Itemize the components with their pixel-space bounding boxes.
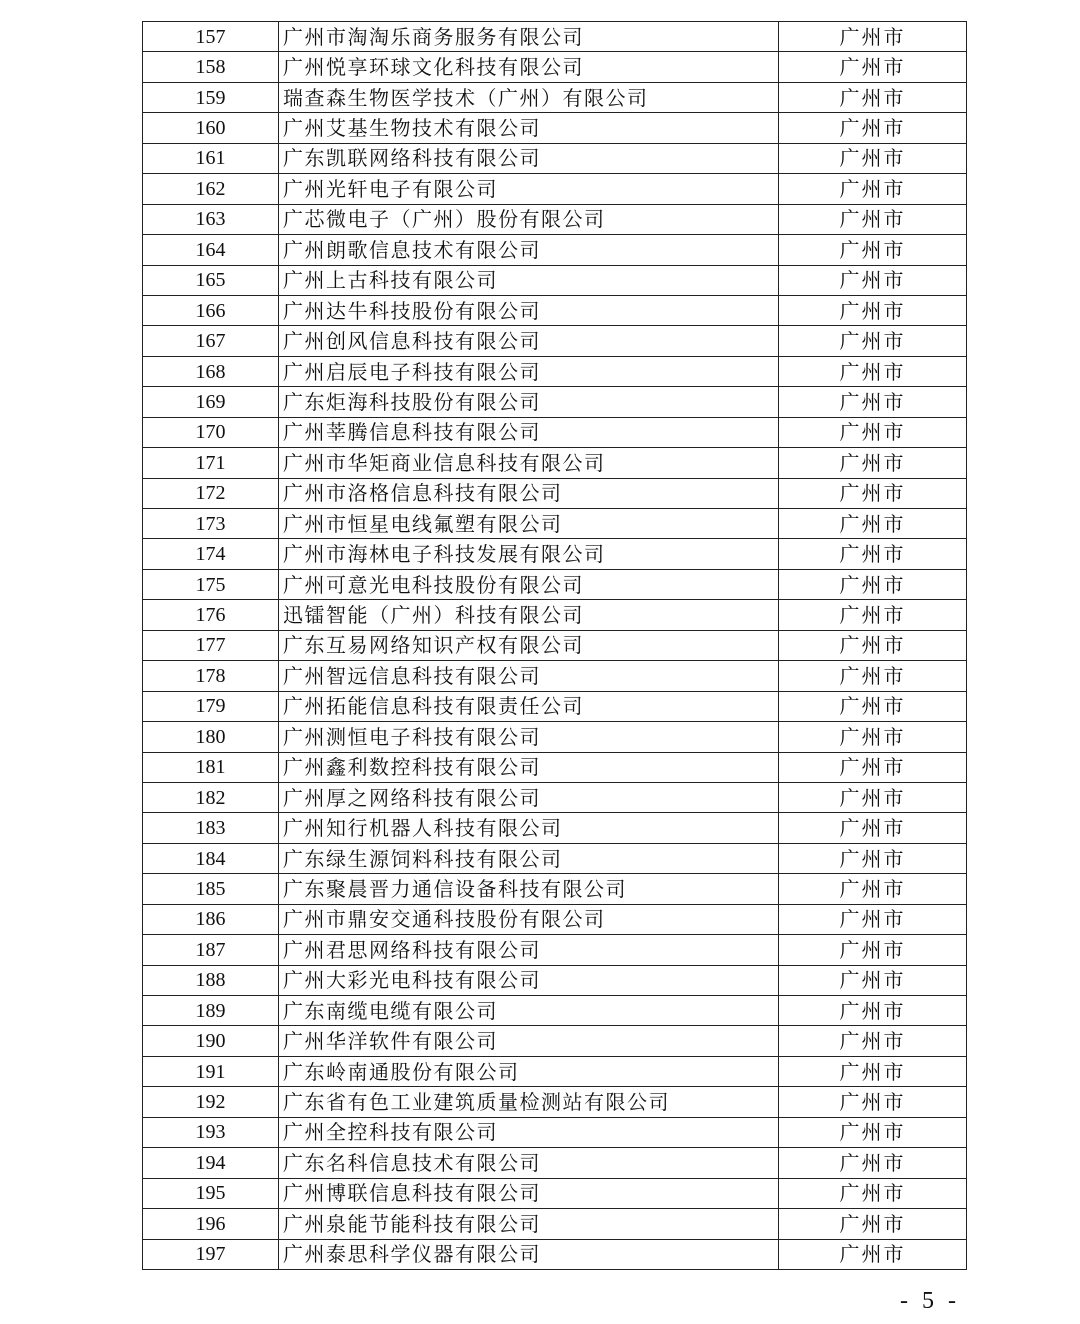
city-name: 广州市 <box>779 387 967 417</box>
row-number: 180 <box>143 722 279 752</box>
row-number: 166 <box>143 295 279 325</box>
table-row <box>143 478 967 508</box>
city-name: 广州市 <box>779 22 967 52</box>
company-name: 广东南缆电缆有限公司 <box>279 996 779 1026</box>
city-name: 广州市 <box>779 448 967 478</box>
table-row <box>143 356 967 386</box>
table-row <box>143 52 967 82</box>
table-row <box>143 509 967 539</box>
company-name: 广州市海林电子科技发展有限公司 <box>279 539 779 569</box>
row-number: 160 <box>143 113 279 143</box>
table-row <box>143 1087 967 1117</box>
row-number: 157 <box>143 22 279 52</box>
row-number: 175 <box>143 569 279 599</box>
row-number: 190 <box>143 1026 279 1056</box>
table-body <box>143 22 967 1270</box>
row-number: 165 <box>143 265 279 295</box>
row-number: 193 <box>143 1117 279 1147</box>
table-row <box>143 904 967 934</box>
table-row <box>143 143 967 173</box>
table-row <box>143 1239 967 1269</box>
company-name: 广州光轩电子有限公司 <box>279 174 779 204</box>
city-name: 广州市 <box>779 1026 967 1056</box>
city-name: 广州市 <box>779 52 967 82</box>
row-number: 162 <box>143 174 279 204</box>
city-name: 广州市 <box>779 935 967 965</box>
city-name: 广州市 <box>779 600 967 630</box>
city-name: 广州市 <box>779 691 967 721</box>
city-name: 广州市 <box>779 1209 967 1239</box>
company-name: 广州华洋软件有限公司 <box>279 1026 779 1056</box>
company-name: 广州泰思科学仪器有限公司 <box>279 1239 779 1269</box>
row-number: 186 <box>143 904 279 934</box>
table-row <box>143 1056 967 1086</box>
table-row <box>143 265 967 295</box>
city-name: 广州市 <box>779 1239 967 1269</box>
city-name: 广州市 <box>779 843 967 873</box>
company-name: 迅镭智能（广州）科技有限公司 <box>279 600 779 630</box>
city-name: 广州市 <box>779 113 967 143</box>
city-name: 广州市 <box>779 1117 967 1147</box>
row-number: 172 <box>143 478 279 508</box>
city-name: 广州市 <box>779 417 967 447</box>
row-number: 188 <box>143 965 279 995</box>
table-row <box>143 326 967 356</box>
company-name: 广东聚晨晋力通信设备科技有限公司 <box>279 874 779 904</box>
company-name: 广州泉能节能科技有限公司 <box>279 1209 779 1239</box>
city-name: 广州市 <box>779 1087 967 1117</box>
city-name: 广州市 <box>779 509 967 539</box>
company-name: 广州艾基生物技术有限公司 <box>279 113 779 143</box>
company-name: 广州拓能信息科技有限责任公司 <box>279 691 779 721</box>
city-name: 广州市 <box>779 569 967 599</box>
company-name: 广东绿生源饲料科技有限公司 <box>279 843 779 873</box>
company-name: 广州厚之网络科技有限公司 <box>279 782 779 812</box>
city-name: 广州市 <box>779 904 967 934</box>
city-name: 广州市 <box>779 782 967 812</box>
company-name: 广州知行机器人科技有限公司 <box>279 813 779 843</box>
table-row <box>143 996 967 1026</box>
company-name: 广州市淘淘乐商务服务有限公司 <box>279 22 779 52</box>
row-number: 161 <box>143 143 279 173</box>
table-row <box>143 22 967 52</box>
city-name: 广州市 <box>779 356 967 386</box>
table-row <box>143 782 967 812</box>
table-row <box>143 965 967 995</box>
company-name: 广州启辰电子科技有限公司 <box>279 356 779 386</box>
page-number: - 5 - <box>900 1288 960 1314</box>
row-number: 169 <box>143 387 279 417</box>
company-name: 广州上古科技有限公司 <box>279 265 779 295</box>
city-name: 广州市 <box>779 661 967 691</box>
table-row <box>143 1178 967 1208</box>
company-name: 广州悦享环球文化科技有限公司 <box>279 52 779 82</box>
row-number: 184 <box>143 843 279 873</box>
city-name: 广州市 <box>779 1178 967 1208</box>
company-name: 广州鑫利数控科技有限公司 <box>279 752 779 782</box>
table-row <box>143 448 967 478</box>
table-row <box>143 1148 967 1178</box>
city-name: 广州市 <box>779 813 967 843</box>
company-name: 广州达牛科技股份有限公司 <box>279 295 779 325</box>
row-number: 191 <box>143 1056 279 1086</box>
row-number: 179 <box>143 691 279 721</box>
table-row <box>143 569 967 599</box>
table-row <box>143 843 967 873</box>
company-name: 广州君思网络科技有限公司 <box>279 935 779 965</box>
table-row <box>143 752 967 782</box>
row-number: 171 <box>143 448 279 478</box>
city-name: 广州市 <box>779 722 967 752</box>
company-name: 广东炬海科技股份有限公司 <box>279 387 779 417</box>
city-name: 广州市 <box>779 752 967 782</box>
row-number: 189 <box>143 996 279 1026</box>
city-name: 广州市 <box>779 235 967 265</box>
table-row <box>143 722 967 752</box>
row-number: 196 <box>143 1209 279 1239</box>
table-row <box>143 661 967 691</box>
city-name: 广州市 <box>779 1148 967 1178</box>
table-row <box>143 387 967 417</box>
table-row <box>143 935 967 965</box>
company-name: 广州博联信息科技有限公司 <box>279 1178 779 1208</box>
table-row <box>143 600 967 630</box>
company-name: 广东互易网络知识产权有限公司 <box>279 630 779 660</box>
company-name: 广州智远信息科技有限公司 <box>279 661 779 691</box>
table-row <box>143 174 967 204</box>
table-row <box>143 113 967 143</box>
row-number: 163 <box>143 204 279 234</box>
row-number: 192 <box>143 1087 279 1117</box>
city-name: 广州市 <box>779 539 967 569</box>
row-number: 194 <box>143 1148 279 1178</box>
city-name: 广州市 <box>779 478 967 508</box>
company-name: 广州市洛格信息科技有限公司 <box>279 478 779 508</box>
company-name: 广州可意光电科技股份有限公司 <box>279 569 779 599</box>
city-name: 广州市 <box>779 965 967 995</box>
table-row <box>143 1209 967 1239</box>
table-row <box>143 417 967 447</box>
city-name: 广州市 <box>779 996 967 1026</box>
company-name: 广州市华矩商业信息科技有限公司 <box>279 448 779 478</box>
city-name: 广州市 <box>779 204 967 234</box>
company-name: 广东名科信息技术有限公司 <box>279 1148 779 1178</box>
table-row <box>143 813 967 843</box>
row-number: 167 <box>143 326 279 356</box>
row-number: 173 <box>143 509 279 539</box>
company-name: 广州大彩光电科技有限公司 <box>279 965 779 995</box>
company-name: 广州市恒星电线氟塑有限公司 <box>279 509 779 539</box>
city-name: 广州市 <box>779 265 967 295</box>
table-row <box>143 539 967 569</box>
company-name: 广芯微电子（广州）股份有限公司 <box>279 204 779 234</box>
row-number: 197 <box>143 1239 279 1269</box>
city-name: 广州市 <box>779 82 967 112</box>
company-name: 广州全控科技有限公司 <box>279 1117 779 1147</box>
row-number: 158 <box>143 52 279 82</box>
row-number: 174 <box>143 539 279 569</box>
city-name: 广州市 <box>779 295 967 325</box>
company-name: 广州莘腾信息科技有限公司 <box>279 417 779 447</box>
row-number: 164 <box>143 235 279 265</box>
table-row <box>143 204 967 234</box>
city-name: 广州市 <box>779 630 967 660</box>
table-row <box>143 691 967 721</box>
row-number: 181 <box>143 752 279 782</box>
table-row <box>143 874 967 904</box>
row-number: 170 <box>143 417 279 447</box>
company-list-table <box>142 21 967 1270</box>
company-name: 广州创风信息科技有限公司 <box>279 326 779 356</box>
row-number: 187 <box>143 935 279 965</box>
row-number: 168 <box>143 356 279 386</box>
row-number: 176 <box>143 600 279 630</box>
row-number: 185 <box>143 874 279 904</box>
table-row <box>143 630 967 660</box>
table-row <box>143 295 967 325</box>
row-number: 195 <box>143 1178 279 1208</box>
table-row <box>143 1026 967 1056</box>
row-number: 183 <box>143 813 279 843</box>
company-name: 广州测恒电子科技有限公司 <box>279 722 779 752</box>
row-number: 178 <box>143 661 279 691</box>
city-name: 广州市 <box>779 874 967 904</box>
company-name: 广州市鼎安交通科技股份有限公司 <box>279 904 779 934</box>
table-row <box>143 235 967 265</box>
company-name: 广东省有色工业建筑质量检测站有限公司 <box>279 1087 779 1117</box>
company-name: 广东岭南通股份有限公司 <box>279 1056 779 1086</box>
company-name: 广州朗歌信息技术有限公司 <box>279 235 779 265</box>
row-number: 177 <box>143 630 279 660</box>
company-name: 广东凯联网络科技有限公司 <box>279 143 779 173</box>
row-number: 182 <box>143 782 279 812</box>
table-row <box>143 82 967 112</box>
city-name: 广州市 <box>779 1056 967 1086</box>
city-name: 广州市 <box>779 174 967 204</box>
table-row <box>143 1117 967 1147</box>
city-name: 广州市 <box>779 326 967 356</box>
company-name: 瑞查森生物医学技术（广州）有限公司 <box>279 82 779 112</box>
city-name: 广州市 <box>779 143 967 173</box>
row-number: 159 <box>143 82 279 112</box>
